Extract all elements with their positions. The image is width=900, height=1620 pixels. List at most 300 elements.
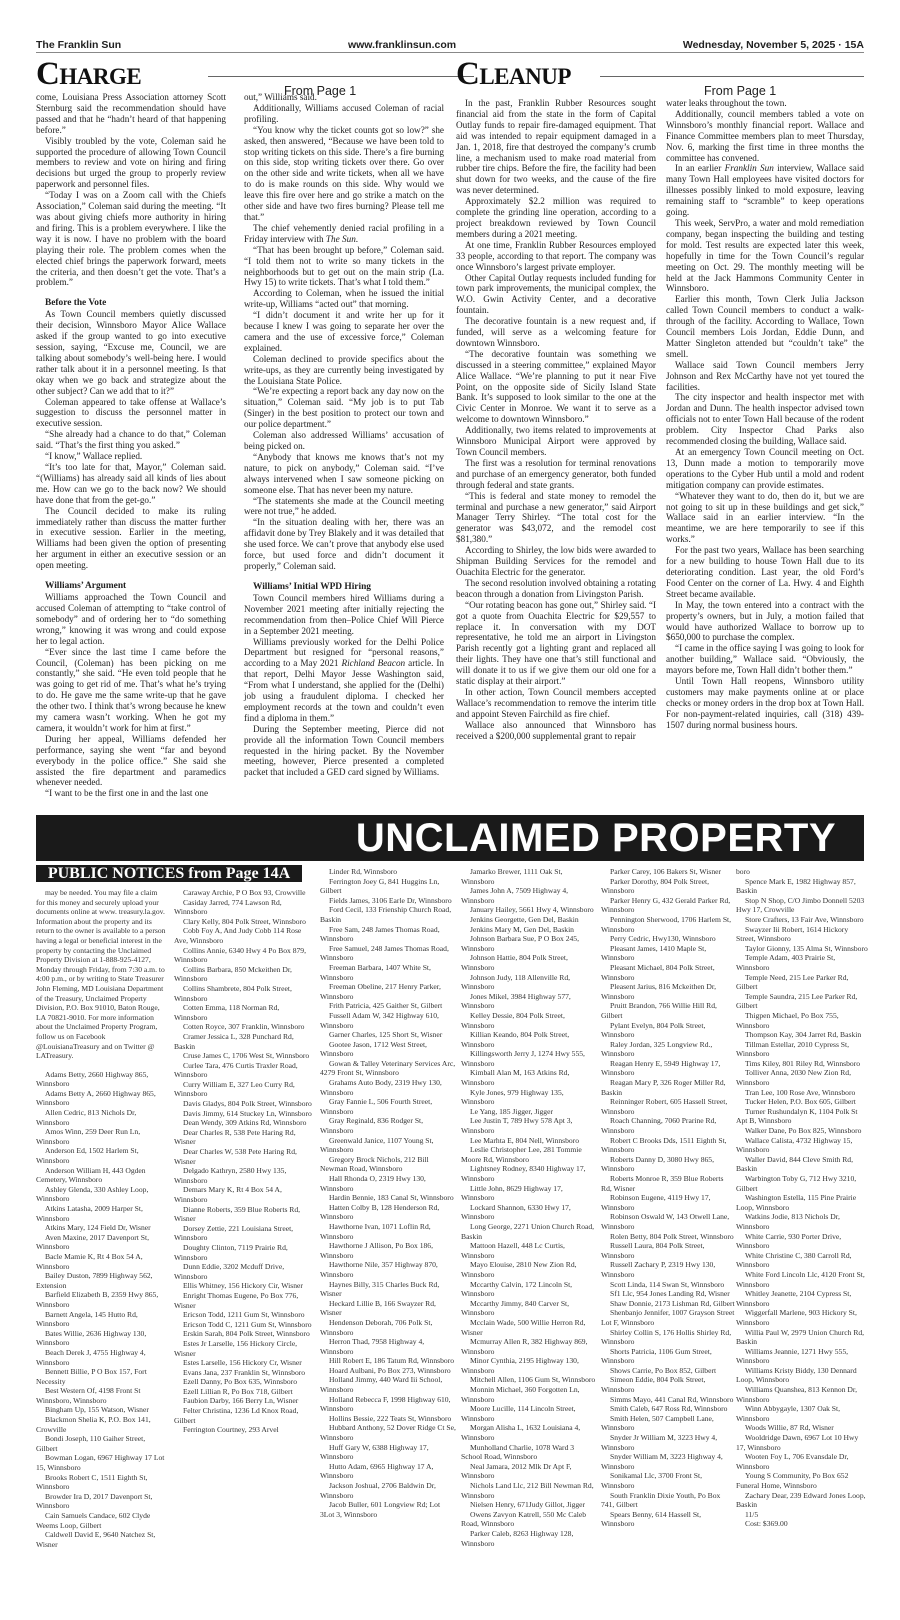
notice-entry: Grahams Auto Body, 2319 Hwy 130, Winnsboro <box>320 1078 442 1097</box>
notice-entry: Le Yang, 185 Jigger, Jigger <box>470 1106 554 1116</box>
paragraph: Additionally, two items related to improvements at Winnsboro Municipal Airport were approved by Town Council members. <box>456 425 656 457</box>
notice-entry: Jacob Buller, 601 Longview Rd; Lot 3Lot 3, Winnsboro <box>320 1500 441 1519</box>
paragraph: During the September meeting, Pierce did not provide all the information Town Council members requested in the hiring packet. By the November meeting, however, Pierce presented a completed packet that included a GED card signed by Williams. <box>244 723 444 778</box>
notice-entry: Hill Robert E, 186 Tatum Rd, Winnsboro <box>329 1356 455 1366</box>
notice-entry: Davis Gladys, 804 Polk Street, Winnsboro <box>183 1099 312 1109</box>
notice-entry: Aven Maxine, 2017 Davenport St, Winnsboro <box>36 1232 150 1252</box>
notice-entry: Atkins Latasha, 2009 Harper St, Winnsboro <box>36 1204 143 1223</box>
notice-entry: Clary Kelly, 804 Polk Street, Winnsboro <box>183 916 306 926</box>
notice-entry: Free Samuel, 248 James Thomas Road, Winnsboro <box>320 943 449 963</box>
notice-entry: Herron Thad, 7958 Highway 4, Winnsboro <box>320 1337 425 1356</box>
notice-entry: Garner Charles, 125 Short St, Wisner <box>329 1030 443 1040</box>
notice-entry: Whitley Jeanette, 2104 Cypress St, Winnsboro <box>736 1289 852 1308</box>
notice-entry: Ellis Whitney, 156 Hickory Cir, Wisner <box>183 1281 303 1291</box>
paragraph: Other Capital Outlay requests included funding for town park improvements, the municipal complex, the W.O. Gwin Activity Center, and a decorative fountain. <box>456 272 656 316</box>
notice-entry: Williams Jeannie, 1271 Hwy 555, Winnsboro <box>736 1346 849 1366</box>
notice-entry: Roberts Danny D, 3080 Hwy 865, Winnsboro <box>601 1154 714 1174</box>
notice-entry: Reinninger Robert, 605 Hassell Street, Winnsboro <box>601 1097 728 1116</box>
paragraph: As Town Council members quietly discussed their decision, Winnsboro Mayor Alice Wallace asked if the group wanted to go into executive session, saying, “Excuse me, Council, we are talking about somebody’s well-being here. I would rather talk about it in a personnel meeting. Is that okay when we go back and strategize about the other subject? Can we add that to it?” <box>36 309 226 396</box>
notice-entry: Morgan Alisha L, 1632 Louisiana 4, Winnsboro <box>461 1423 581 1443</box>
notice-entry: Bowman Logan, 6967 Highway 17 Lot 15, Winnsboro <box>36 1453 165 1473</box>
notice-entry: Gowan & Talley Veterinary Services Arc, 4279 Front St, Winnsboro <box>320 1058 456 1078</box>
notice-entry: Bates Willie, 2636 Highway 130, Winnsboro <box>36 1328 147 1348</box>
notice-entry: Erskin Sarah, 804 Polk Street, Winnsboro <box>183 1329 310 1339</box>
notice-entry: Bennett Billie, P O Box 157, Fort Necessity <box>36 1367 147 1386</box>
notice-entry: Cobb Foy A, And Judy Cobb 114 Rose Ave, Winnsboro <box>174 926 302 945</box>
notice-entry: Killian Keando, 804 Polk Street, Winnsboro <box>461 1030 570 1049</box>
notice-entry: Temple Saundra, 215 Lee Parker Rd, Gilbert <box>736 991 858 1011</box>
cleanup-column-2 <box>666 98 864 731</box>
notices-column-4 <box>461 867 597 1548</box>
notice-entry: Tran Lee, 100 Rose Ave, Winnsboro <box>745 1087 856 1097</box>
notice-entry: Gray Fannie L, 506 Fourth Street, Winnsboro <box>320 1097 433 1116</box>
notice-entry: Linder Rd, Winnsboro <box>329 867 398 876</box>
notice-entry: Curry William E, 327 Leo Curry Rd, Winnsboro <box>174 1079 295 1099</box>
notice-entry: Johnson Barbara Sue, P O Box 245, Winnsboro <box>461 934 579 953</box>
notice-entry: Mayo Elouise, 2810 New Zion Rd, Winnsboro <box>461 1260 577 1279</box>
notice-entry: Russell Laura, 804 Polk Street, Winnsboro <box>601 1241 705 1260</box>
text-run: The chief vehemently denied racial profiling in a Friday interview with <box>244 222 444 244</box>
notice-entry: Swayzer Iii Robert, 1614 Hickory Street, Winnsboro <box>736 924 849 944</box>
cleanup-from-page: From Page 1 <box>704 84 777 98</box>
notice-entry: Russell Zachary P, 2319 Hwy 130, Winnsboro <box>601 1260 716 1279</box>
date-page: Wednesday, November 5, 2025 · 15A <box>682 39 864 51</box>
notice-entry: Monnin Michael, 360 Forgotten Ln, Winnsboro <box>461 1385 580 1404</box>
notice-intro: may be needed. You may file a claim for this money and securely upload your documents online at www. treasury.la.gov. Information about the property and its return to the owner is available to a person having a legal or beneficial interest in the property by contacting the Unclaimed Property Division at 1-888-925-4127, Monday through Friday, from 7:30 a.m. to 4:00 p.m., or by writing to State Treasurer John Fleming, MD Louisiana Department of the Treasury, Unclaimed Property Division, P.O. Box 91010, Baton Rouge, LA 70821-9010. For more information about the Unclaimed Property Program, follow us on Facebook @LouisianaTreasury and on Twitter @ LATreasury. <box>36 888 166 1061</box>
notice-entry: Atkins Mary, 124 Field Dr, Wisner <box>45 1223 151 1233</box>
notice-entry: Willia Paul W, 2979 Union Church Rd, Baskin <box>736 1327 865 1347</box>
notice-entry: South Franklin Dixie Youth, Po Box 741, Gilbert <box>601 1490 721 1510</box>
charge-column-2 <box>244 92 444 778</box>
notice-entry: Collins Barbara, 850 Mckeithen Dr, Winnsboro <box>174 964 292 984</box>
notice-entry: Spence Mark E, 1982 Highway 857, Baskin <box>736 876 856 896</box>
notice-entry: Waller David, 844 Cleve Smith Rd, Baskin <box>736 1154 854 1174</box>
notice-entry: White Carrie, 930 Porter Drive, Winnsboro <box>736 1231 842 1251</box>
notice-entry: Tims Kiley, 801 Riley Rd, Winnsboro <box>745 1058 861 1068</box>
paragraph: “I didn’t document it and write her up for it because I knew I was going to separate her over the camera and the use of excessive force,” Coleman explained. <box>244 310 444 353</box>
notice-entry: Jenkins Georgette, Gen Del, Baskin <box>470 914 579 924</box>
notice-entry: Rolen Betty, 804 Polk Street, Winnsboro <box>610 1231 734 1241</box>
paragraph: Town Council members hired Williams during a November 2021 meeting after initially rejecting the recommendation from then–Police Chief Will Pierce in a September 2021 meeting. <box>244 592 444 636</box>
notice-entry: White Ford Lincoln Llc, 4120 Front St, Winnsboro <box>736 1269 865 1289</box>
notice-entry: Fields James, 3106 Earle Dr, Winnsboro <box>329 895 452 905</box>
text-run: article. In that report, Delhi Mayor Jesse Washington said, “From what I understand, she applied for the (Delhi) job using a fraudulent diploma. I checked her employment records at the town and couldn’t even find a diploma in them.” <box>244 658 444 723</box>
notice-entries <box>174 888 314 1435</box>
paragraph: Williams approached the Town Council and accused Coleman of attempting to “take control of somebody” and of ordering her to “do something wrong,” knowing it was wrong and could expose her to legal action. <box>36 592 226 646</box>
notices-column-5 <box>601 867 735 1529</box>
notice-entry: Walker Dane, Po Box 825, Winnsboro <box>745 1126 862 1136</box>
notice-entry: Hardin Bennie, 183 Canal St, Winnsboro <box>329 1193 454 1203</box>
notice-entry: Reagan Henry E, 5949 Highway 17, Winnsboro <box>601 1058 721 1078</box>
paragraph: “Whatever they want to do, then do it, but we are not going to sit up in these buildings and get sick,” Wallace said in an earlier interview. “In the meantime, we are here temporarily to see if this works.” <box>666 490 864 545</box>
notice-entry: Cramer Jessica L, 328 Punchard Rd, Baskin <box>174 1031 294 1051</box>
paragraph: “The statements she made at the Council meeting were not true,” he added. <box>244 495 444 517</box>
notice-entry: Jenkins Mary M, Gen Del, Baskin <box>470 924 574 934</box>
notice-entry: Lee Marhta E, 804 Nell, Winnsboro <box>470 1135 580 1145</box>
notice-entries <box>36 1070 168 1550</box>
notice-entry: Ezell Lillian R, Po Box 718, Gilbert <box>183 1386 293 1396</box>
notice-entry: Freeman Obeline, 217 Henry Parker, Winnsboro <box>320 982 441 1001</box>
notice-entry: Mccarthy Calvin, 172 Lincoln St, Winnsboro <box>461 1279 573 1299</box>
paragraph: For the past two years, Wallace has been searching for a new building to house Town Hall due to its deteriorating condition. Last year, the old Ford’s Food Center on the corner of La. Hwy. 4 and Eighth Street became available. <box>666 545 864 599</box>
notice-entry: Hubbard Anthony, 52 Dover Ridge Ct Se, Winnsboro <box>320 1423 456 1443</box>
notice-entry: Kimball Alan M, 163 Atkins Rd, Winnsboro <box>461 1068 570 1088</box>
italic-publication: Franklin Sun <box>724 163 774 174</box>
paragraph: “I know,” Wallace replied. <box>45 451 143 462</box>
notice-entry: Tolliver Anna, 2030 New Zion Rd, Winnsboro <box>736 1068 851 1088</box>
public-notices-header: PUBLIC NOTICES from Page 14A <box>36 865 302 882</box>
website: www.franklinsun.com <box>347 39 457 51</box>
notice-entry: Snyder Jr William M, 3223 Hwy 4, Winnsboro <box>601 1433 718 1452</box>
notice-entry: Wallace Calista, 4732 Highway 15, Winnsboro <box>736 1135 853 1155</box>
notice-entry: Evans Jana, 237 Franklin St, Winnsboro <box>183 1367 306 1377</box>
notice-entry: Allen Cedric, 813 Nichols Dr, Winnsboro <box>36 1108 137 1127</box>
paragraph: The second resolution involved obtaining a rotating beacon through a donation from Livingston Parish. <box>456 577 656 599</box>
notice-entry: Woods Willie, 87 Rd, Wisner <box>745 1423 834 1433</box>
paragraph: come, Louisiana Press Association attorney Scott Sternburg said the recommendation should have passed and that he “hadn’t heard of that happening before.” <box>36 92 226 135</box>
notices-column-1 <box>36 888 168 1549</box>
notice-entry: Pleasent Jarius, 816 Mckeithen Dr, Winnsboro <box>601 982 716 1001</box>
paragraph: Coleman also addressed Williams’ accusation of being picked on. <box>244 430 444 451</box>
notice-entry: Pylant Evelyn, 804 Polk Street, Winnsboro <box>601 1020 706 1040</box>
paragraph: “I want to be the first one in and the last one <box>45 788 209 799</box>
charge-column-1 <box>36 92 226 799</box>
notice-entry: Perry Cedric, Hwy130, Winnsboro <box>610 934 716 944</box>
notice-entry: Thigpen Michael, Po Box 755, Winnsboro <box>736 1010 839 1030</box>
unclaimed-property-banner: UNCLAIMED PROPERTY <box>36 815 864 861</box>
notice-entry: Shirley Collin S, 176 Hollis Shirley Rd, Winnsboro <box>601 1327 732 1347</box>
notice-entries <box>601 867 735 1529</box>
notice-entry: Reagan Mary P, 326 Roger Miller Rd, Baskin <box>601 1078 726 1097</box>
paragraph: At an emergency Town Council meeting on Oct. 13, Dunn made a motion to temporarily move operations to the Cyber Hub until a mold and rodent mitigation company can provide estimates. <box>666 447 864 490</box>
cleanup-column-1 <box>456 98 656 741</box>
paragraph: Additionally, council members tabled a vote on Winnsboro’s monthly financial report. Wallace and Finance Committee members plan to meet Thursday, Nov. 6, marking the first time in three months the committee has convened. <box>666 108 864 163</box>
notice-entry: Browder Ira D, 2017 Davenport St, Winnsboro <box>36 1491 153 1511</box>
notice-entry: Minor Cynthia, 2195 Highway 130, Winnsboro <box>461 1356 579 1375</box>
notice-entry: Spears Benny, 614 Hassell St, Winnsboro <box>601 1509 702 1529</box>
notice-entry: Gray Reginald, 836 Rodger St, Winnsboro <box>320 1116 424 1136</box>
notice-entry: Doughty Clinton, 7119 Prairie Rd, Winnsboro <box>174 1242 288 1262</box>
notice-entry: Taylor Gionny, 135 Alma St, Winnsboro <box>745 943 868 953</box>
notice-entry: Amos Winn, 259 Deer Run Ln, Winnsboro <box>36 1127 141 1146</box>
notice-entry: Sf1 Llc, 954 Jones Landing Rd, Wisner <box>610 1289 730 1299</box>
paragraph: “In the situation dealing with her, there was an affidavit done by Trey Blakely and it was detailed that she used force. We can’t prove that anybody else used force, but used force and didn’t document it properly,” Coleman said. <box>244 517 444 571</box>
notice-entry: Dorsey Zettie, 221 Louisiana Street, Winnsboro <box>174 1223 294 1243</box>
paragraph: “I came in the office saying I was going to look for another building,” Wallace said. “Obviously, the mayors before me, Town Hall didn’t bother them.” <box>666 643 864 676</box>
italic-publication: Richland Beacon <box>341 658 406 669</box>
paragraph: “The decorative fountain was something we discussed in a steering committee,” explained Mayor Alice Wallace. “We’re planning to put it near Five Point, on the opposite side of Sicily Island State Bank. It’s supposed to look similar to the one at the Civic Center in Monroe. We want it to serve as a welcome to downtown Winnsboro.” <box>456 348 656 425</box>
notice-entry: Best Western Of, 4198 Front St Winnsboro, Winnsboro <box>36 1386 141 1405</box>
notice-entry: Hatten Colby B, 128 Henderson Rd, Winnsboro <box>320 1202 440 1222</box>
notice-entry: Moore Lucille, 114 Lincoln Street, Winnsboro <box>461 1404 576 1423</box>
notice-entry: Shenbanjo Jennifer, 1007 Grayson Street Lot F, Winnsboro <box>601 1308 735 1327</box>
notice-entry: Pleasant Michael, 804 Polk Street, Winnsboro <box>601 962 715 982</box>
notice-entry: Turner Rushundalyn K, 1104 Polk St Apt B, Winnsboro <box>736 1106 858 1126</box>
notice-entry: Anderson Ed, 1502 Harlem St, Winnsboro <box>36 1146 139 1166</box>
notice-entry: Parker Carey, 106 Bakers St, Wisner <box>610 867 722 876</box>
notice-entry: Tillman Estellar, 2010 Cypress St, Winnsboro <box>736 1039 850 1059</box>
notice-entry: Delgado Kathryn, 2580 Hwy 135, Winnsboro <box>174 1166 287 1185</box>
notice-entry: Mcclain Wade, 500 Willie Herron Rd, Wisner <box>461 1317 586 1337</box>
notice-entry: Watkins Jodie, 813 Nichols Dr, Winnsboro <box>736 1212 840 1231</box>
notice-entry: Mattoon Hazell, 448 Lc Curtis, Winnsboro <box>461 1241 565 1260</box>
paragraph: At one time, Franklin Rubber Resources employed 33 people, according to that report. The company was once Winnsboro’s largest private employer. <box>456 239 656 272</box>
subhead-williams-argument: Williams’ Argument <box>45 581 127 592</box>
notice-entry: Winn Abbygayle, 1307 Oak St, Winnsboro <box>736 1404 841 1423</box>
notice-entry: Owens Zavyon Katrell, 550 Mc Caleb Road, Winnsboro <box>461 1509 586 1529</box>
notice-entry: Bacle Mamie K, Rt 4 Box 54 A, Winnsboro <box>36 1251 143 1271</box>
notice-entry: Hawthorne Nile, 357 Highway 870, Winnsboro <box>320 1260 438 1279</box>
notice-entry: Ericson Todd C, 1211 Gum St, Winnsboro <box>183 1319 312 1329</box>
subhead-before-the-vote: Before the Vote <box>45 298 107 309</box>
notice-entries <box>736 877 868 1510</box>
notice-entry: Jackson Joshual, 2706 Baldwin Dr, Winnsboro <box>320 1481 436 1500</box>
notice-entry: Williams Kristy Biddy, 130 Dennard Loop, Winnsboro <box>736 1365 857 1385</box>
notices-column-3 <box>320 867 456 1519</box>
notice-entry: Lockard Shannon, 6330 Hwy 17, Winnsboro <box>461 1202 571 1222</box>
paragraph: Approximately $2.2 million was required to complete the grinding line operation, according to a project breakdown reviewed by Town Council members during a 2021 meeting. <box>456 196 656 239</box>
notice-entry: Holland Jimmy, 440 Ward Iii School, Winnsboro <box>320 1375 443 1395</box>
paragraph: The city inspector and health inspector met with Jordan and Dunn. The health inspector advised town officials not to enter Town Hall because of the rodent problem. City Inspector Chad Parks also recommended closing the building, Wallace said. <box>666 392 864 447</box>
paragraph: In other action, Town Council members accepted Wallace’s recommendation to remove the interim title and appoint Steven Fairchild as fire chief. <box>456 686 656 719</box>
notice-entry: Hendenson Deborah, 706 Polk St, Winnsboro <box>320 1317 433 1337</box>
notice-entry: Robert C Brooks Dds, 1511 Eighth St, Winnsboro <box>601 1135 727 1155</box>
masthead-rule <box>36 52 864 53</box>
notice-entry: Thompson Kay, 304 Jarret Rd, Baskin <box>745 1030 862 1040</box>
notice-entry: Smith Helen, 507 Campbell Lane, Winnsboro <box>601 1413 714 1433</box>
notice-entry: Adams Betty, 2660 Highway 865, Winnsboro <box>36 1069 149 1089</box>
notice-entry: Cain Samuels Candace, 602 Clyde Weems Loop, Gilbert <box>36 1511 151 1530</box>
paragraph: The decorative fountain is a new request and, if funded, will serve as a welcoming feature for downtown Winnsboro. <box>456 316 656 348</box>
run-date: 11/5 <box>745 1509 759 1519</box>
notice-entry: White Christine C, 380 Carroll Rd, Winnsboro <box>736 1250 852 1270</box>
paragraph: The first was a resolution for terminal renovations and purchase of an emergency generator, both funded through federal and state grants. <box>456 457 656 490</box>
notice-entry: Nielsen Henry, 671Judy Gillot, Jigger <box>470 1500 586 1510</box>
notice-entry: Temple Adam, 403 Prairie St, Winnsboro <box>736 953 836 972</box>
paragraph: This week, ServPro, a water and mold remediation company, began inspecting the building and testing for mold. Test results are expected later this week, hopefully in time for the Town Council’s regular meeting on Oct. 29. The monthly meeting will be held at the Jack Hammons Community Center in Winnsboro. <box>666 217 864 294</box>
notice-entry: Adams Betty A, 2660 Highway 865, Winnsboro <box>36 1088 156 1108</box>
paragraph: According to Shirley, the low bids were awarded to Shipman Building Services for the remodel and Ouachita Electric for the generator. <box>456 545 656 577</box>
cleanup-slug-rule <box>600 76 864 77</box>
paragraph: water leaks throughout the town. <box>666 98 787 108</box>
notice-entry: Johnson Judy, 118 Allenville Rd, Winnsboro <box>461 972 571 992</box>
paragraph <box>244 637 444 724</box>
notice-entry: Store Crafters, 13 Fair Ave, Winnsboro <box>745 914 864 924</box>
text-run: Williams previously worked for the Delhi Police Department but resigned for “personal reasons,” according to a May 2021 <box>244 636 444 669</box>
notice-entry: Shaw Donnie, 2173 Lishman Rd, Gilbert <box>610 1298 735 1308</box>
notice-entries <box>461 867 597 1548</box>
notice-entry: Casiday Jarred, 774 Lawson Rd, Winnsboro <box>174 897 282 917</box>
notice-entry: Collins Shambrete, 804 Polk Street, Winnsboro <box>174 983 292 1003</box>
notices-column-2 <box>174 888 314 1435</box>
notice-entry: Sonikamal Llc, 3700 Front St, Winnsboro <box>601 1471 702 1490</box>
notice-entry: Enright Thomas Eugene, Po Box 776, Wisner <box>174 1290 299 1310</box>
notice-entry: Ferrington Joey G, 841 Huggins Ln, Gilbert <box>320 876 440 896</box>
paragraph: Wallace also announced that Winnsboro has received a $200,000 supplemental grant to repair <box>456 719 656 741</box>
notice-entry: Stop N Shop, C/O Jimbo Donnell 5203 Hwy 17, Crowville <box>736 895 865 915</box>
paragraph: The Council decided to make its ruling immediately rather than discuss the matter further in executive session. Earlier in the meeting, Williams had been given the option of presenting her argument in either an executive session or an open meeting. <box>36 505 226 571</box>
notice-entry: Brooks Robert C, 1511 Eighth St, Winnsboro <box>36 1472 148 1492</box>
notices-column-6 <box>736 867 868 1529</box>
notice-entry: Dear Charles W, 538 Pete Haring Rd, Wisner <box>174 1147 297 1166</box>
paragraph: “This is federal and state money to remodel the terminal and purchase a new generator,” said Airport Manager Terry Shirley. “The total cost for the generator was $43,072, and the remodel cost $81,380.” <box>456 490 656 545</box>
notice-entry: Barnett Angela, 145 Hutto Rd, Winnsboro <box>36 1309 138 1329</box>
paragraph: Wallace said Town Council members Jerry Johnson and Rex McCarthy have not yet toured the facilities. <box>666 359 864 392</box>
paragraph: “Ever since the last time I came before the Council, (Coleman) has been picking on me constantly,” she said. “He even told people that he was going to get rid of me. That’s what he’s trying to do. He gave me the same write-up that he gave the other two. I think that’s wrong because he knew my camera wasn’t working. When he got my camera, it wouldn’t work for him at first.” <box>36 646 226 733</box>
notice-entry: Demars Mary K, Rt 4 Box 54 A, Winnsboro <box>174 1185 282 1204</box>
notice-entry: Fussell Adam W, 342 Highway 610, Winnsboro <box>320 1010 439 1030</box>
notice-entry: Temple Need, 215 Lee Parker Rd, Gilbert <box>736 972 849 992</box>
notice-entry: Leslie Christopher Lee, 281 Tommie Moore Rd, Winnsboro <box>461 1145 582 1164</box>
notice-entry: Estes Jr Larselle, 156 Hickory Circle, Wisner <box>174 1338 298 1358</box>
notice-entry: Little John, 8629 Highway 17, Winnsboro <box>461 1183 563 1203</box>
notice-entry: Lightsney Rodney, 8340 Highway 17, Winnsboro <box>461 1164 586 1183</box>
notice-entry: Collins Annie, 6340 Hwy 4 Po Box 879, Winnsboro <box>174 945 306 965</box>
paragraph: During her appeal, Williams defended her performance, saying she went “far and beyond everybody in the police office.” She said she assisted the fire department and paramedics whenever needed. <box>36 733 226 788</box>
notice-entry: Hollins Bessie, 222 Teats St, Winnsboro <box>329 1413 452 1423</box>
notice-entry: Dunn Eddie, 3202 Mcduff Drive, Winnsboro <box>174 1262 285 1281</box>
paragraph: “That has been brought up before,” Coleman said. “I told them not to write so many tickets in the neighborhoods but to get out on the main strip (La. Hwy 15) to write tickets. That’s what I told them.” <box>244 244 444 288</box>
notice-entry: Robinson Eugene, 4119 Hwy 17, Winnsboro <box>601 1193 711 1212</box>
notice-entry: James John A, 7509 Highway 4, Winnsboro <box>461 886 569 905</box>
paragraph: “It’s too late for that, Mayor,” Coleman said. “(Williams) has already said all kinds of lies about me. How can we go to the back now? We should have done that from the get-go.” <box>36 462 226 505</box>
notice-entry: Parker Henry G, 432 Gerald Parker Rd, Winnsboro <box>601 895 731 915</box>
notice-entry: Bondi Joseph, 110 Gaiher Street, Gilbert <box>36 1434 146 1453</box>
notice-entry: Lee Justin T, 789 Hwy 578 Apt 3, Winnsboro <box>461 1116 573 1136</box>
cleanup-slug: Cleanup <box>456 56 571 92</box>
paragraph: “She already had a chance to do that,” Coleman said. “That’s the first thing you asked.” <box>36 429 226 451</box>
notice-entry: Washington Estella, 115 Pine Prairie Loop, Winnsboro <box>736 1193 857 1212</box>
notice-entry: Mitchell Allen, 1106 Gum St, Winnsboro <box>470 1375 596 1385</box>
notice-entry: Pruitt Brandon, 766 Willie Hill Rd, Gilbert <box>601 1001 717 1020</box>
notice-entry: Dean Wendy, 309 Atkins Rd, Winnsboro <box>183 1118 307 1128</box>
notice-entry: Dear Charles R, 538 Pete Haring Rd, Wisner <box>174 1127 296 1147</box>
notice-entry: Bailey Duston, 7899 Highway 562, Extension <box>36 1271 153 1290</box>
notice-entry: Free Sam, 248 James Thomas Road, Winnsboro <box>320 924 440 944</box>
notice-entry: Hoard Aulbani, Po Box 273, Winnsboro <box>329 1365 451 1375</box>
notice-entry: Williams Quanshea, 813 Kennon Dr, Winnsboro <box>736 1385 858 1404</box>
notice-entry: Killingsworth Jerry J, 1274 Hwy 555, Winnsboro <box>461 1049 585 1068</box>
notice-entry: Ashley Glenda, 330 Ashley Loop, Winnsboro <box>36 1184 149 1204</box>
notice-entries <box>320 867 456 1519</box>
text-run: In an earlier <box>675 163 725 174</box>
notice-entry: Pleasant James, 1410 Maple St, Winnsboro <box>601 943 707 963</box>
notice-entry: Roach Channing, 7060 Prarine Rd, Winnsboro <box>601 1116 717 1136</box>
notice-entry: Warbington Toby G, 712 Hwy 3210, Gilbert <box>736 1174 857 1193</box>
notice-entry: Snyder William M, 3223 Highway 4, Winnsboro <box>601 1452 723 1471</box>
notice-entry: Shows Carrie, Po Box 852, Gilbert <box>610 1365 717 1375</box>
notice-entry: Anderson William H, 443 Ogden Cemetery, Winnsboro <box>36 1165 146 1185</box>
notice-entry: Frith Patricia, 425 Gaither St, Gilbert <box>329 1001 443 1011</box>
paragraph: According to Coleman, when he issued the initial write-up, Williams “acted out” that morning. <box>244 288 444 310</box>
paragraph: In the past, Franklin Rubber Resources sought financial aid from the state in the form of Capital Outlay funds to repair fire-damaged equipment. That aid was intended to repair equipment damaged in a Jan. 1, 2018, fire that destroyed the company’s crumb line, a mechanism used to make road material from rubber tire chips. Before the fire, the facility had been shut down for two weeks, and the cause of the fire was never determined. <box>456 98 656 196</box>
notice-entry: Smith Caleb, 647 Ross Rd, Winnsboro <box>610 1404 728 1414</box>
notice-entry: Roberts Monroe R, 359 Blue Roberts Rd, Wisner <box>601 1174 724 1193</box>
paragraph: “Today I was on a Zoom call with the Chiefs Association,” Coleman said during the meeting. “It was about giving chiefs more authority in hiring and firing. This is a problem everywhere. I like the way it is now. I have no problem with the board playing their role. The problem comes when the elected chief brings the paperwork forward, meets the criteria, and then doesn’t get the vote. That’s a problem.” <box>36 190 226 288</box>
notice-entry: Raley Jordan, 325 Longview Rd., Winnsboro <box>601 1039 713 1059</box>
notice-entry: Bingham Up, 155 Watson, Wisner <box>45 1405 149 1415</box>
notice-entry: Gootee Jason, 1712 West Street, Winnsboro <box>320 1039 427 1059</box>
notice-entry: Hall Rhonda O, 2319 Hwy 130, Winnsboro <box>320 1174 426 1193</box>
notice-entry: Tucker Helen, P.O. Box 605, Gilbert <box>745 1097 856 1107</box>
notice-entry: Estes Larselle, 156 Hickory Cr, Wisner <box>183 1358 302 1368</box>
notice-entry: Hutto Adam, 6965 Highway 17 A, Winnsboro <box>320 1461 434 1481</box>
notice-entry: Felter Christina, 1236 Ld Knox Road, Gilbert <box>174 1406 299 1425</box>
notice-entry: Zachary Dear, 239 Edward Jones Loop, Baskin <box>736 1490 866 1510</box>
notice-entry: Scott Linda, 114 Swan St, Winnsboro <box>610 1279 725 1289</box>
paragraph: In May, the town entered into a contract with the property’s owners, but in July, a motion failed that would have authorized Wallace to borrow up to $650,000 to purchase the complex. <box>666 599 864 643</box>
notice-entry: Simms Mayo, 441 Canal Rd, Winnsboro <box>610 1394 734 1404</box>
notice-entry: Holland Rebecca F, 1998 Highway 610, Winnsboro <box>320 1394 451 1414</box>
notice-entry: Ericson Todd, 1211 Gum St, Winnsboro <box>183 1310 305 1320</box>
notice-entry: Wiggerfall Marlene, 903 Hickory St, Winnsboro <box>736 1308 857 1327</box>
notice-entry: Caraway Archie, P O Box 93, Crowville <box>183 888 306 897</box>
paragraph: “You know why the ticket counts got so low?” she asked, then answered, “Because we have been told to stop writing tickets on this side. There’s a fire burning on this side, stop writing tickets over there. Go over on the other side and write tickets, when all we have to do is make rounds on this side. Why would we leave this fire over here and go strike a match on the other side and have two fires burning? Please tell me that.” <box>244 124 444 222</box>
notice-entry: Heckard Lillie B, 166 Swayzer Rd, Wisner <box>320 1298 436 1318</box>
paragraph: “Anybody that knows me knows that’s not my nature, to pick on anybody,” Coleman said. “I’ve always intervened when I saw someone picking on someone else. That has never been my nature. <box>244 451 444 495</box>
paragraph: “Our rotating beacon has gone out,” Shirley said. “I got a quote from Ouachita Electric for $29,557 to replace it. In conversation with my DOT representative, he told me an airport in Livingston Parish recently got a lighting grant and replaced all their lights. They have one that’s still functional and will donate it to us if we give them our old one for a static display at their airport.” <box>456 599 656 687</box>
notice-entry: Cotten Royce, 307 Franklin, Winnsboro <box>183 1022 305 1032</box>
paragraph: Visibly troubled by the vote, Coleman said he supported the procedure of allowing Town Council members to review and vote on hiring and firing decisions but urged the group to properly review paperwork and personnel files. <box>36 135 226 190</box>
notice-entry: Dianne Roberts, 359 Blue Roberts Rd, Wisner <box>174 1204 301 1224</box>
notice-entry: Jones Mikel, 3984 Highway 577, Winnsboro <box>461 991 571 1011</box>
notice-entry: January Hailey, 5661 Hwy 4, Winnsboro <box>470 905 594 915</box>
notice-entry: Parker Dorothy, 804 Polk Street, Winnsboro <box>601 876 710 896</box>
notice-entry: Jamarko Brewer, 1111 Oak St, Winnsboro <box>461 867 563 886</box>
italic-publication: The Sun <box>325 233 356 244</box>
notice-entry: Shorts Patricia, 1106 Gum Street, Winnsboro <box>601 1346 712 1366</box>
notice-entry: Greenwald Janice, 1107 Young St, Winnsboro <box>320 1135 434 1155</box>
charge-slug: Charge <box>36 56 142 92</box>
notice-entry: Neal Jamara, 2012 Mlk Dr Apt F, Winnsboro <box>461 1461 572 1481</box>
notice-entry: Davis Jimmy, 614 Stuckey Ln, Winnsboro <box>183 1108 312 1118</box>
notice-entry: Nichols Land Llc, 212 Bill Newman Rd, Winnsboro <box>461 1481 594 1500</box>
charge-slug-rule <box>208 76 474 77</box>
notice-entry: Barfield Elizabeth B, 2359 Hwy 865, Winnsboro <box>36 1290 159 1309</box>
notice-entry: Cotten Emma, 118 Norman Rd, Winnsboro <box>174 1003 280 1022</box>
notice-entry: Kelley Dessie, 804 Polk Street, Winnsboro <box>461 1010 565 1030</box>
notice-entry: Ferrington Courtney, 293 Arvel <box>183 1425 279 1435</box>
notice-entry: Huff Gary W, 6388 Highway 17, Winnsboro <box>320 1442 429 1462</box>
notice-entry: Johnson Hattie, 804 Polk Street, Winnsboro <box>461 953 568 972</box>
notice-entry: Faubion Darby, 166 Berry Ln, Wisner <box>183 1396 299 1406</box>
notice-entry: Munholland Charlie, 1078 Ward 3 School Road, Winnsboro <box>461 1442 575 1462</box>
paragraph <box>244 223 444 245</box>
charge-from-page: From Page 1 <box>284 84 357 98</box>
subhead-initial-wpd-hiring: Williams’ Initial WPD Hiring <box>253 581 371 592</box>
notice-entry: Simeon Eddie, 804 Polk Street, Winnsboro <box>601 1375 706 1395</box>
notice-entry: Long George, 2271 Union Church Road, Baskin <box>461 1221 595 1241</box>
notice-entry: Beach Derek J, 4755 Highway 4, Winnsboro <box>36 1347 146 1367</box>
notice-entry: Cruse James C, 1706 West St, Winnsboro <box>183 1051 310 1061</box>
text-run: . <box>355 233 359 244</box>
notice-entry: Robinson Oswald W, 143 Otwell Lane, Winnsboro <box>601 1212 730 1231</box>
notice-entry: Curlee Tara, 476 Curtis Traxler Road, Winnsboro <box>174 1060 298 1080</box>
notice-cost: Cost: $369.00 <box>745 1519 788 1529</box>
paragraph: “We’re expecting a report back any day now on the situation,” Coleman said. “My job is to put Tab (Singer) in the best position to protect our town and our police department.” <box>244 386 444 430</box>
notice-entry: Hawthorne Ivan, 1071 Loflin Rd, Winnsboro <box>320 1221 431 1241</box>
notice-entry: Ford Cecil, 133 Frienship Church Road, Baskin <box>320 905 452 924</box>
paragraph: Earlier this month, Town Clerk Julia Jackson called Town Council members to conduct a walk-through of the facility. According to Wallace, Town Council members Lois Jordan, Eddie Dunn, and Matter Singleton attended but “couldn’t take” the smell. <box>666 294 864 359</box>
notice-entry: Young S Community, Po Box 652 Funeral Home, Winnsboro <box>736 1471 849 1490</box>
notice-entry: Kyle Jones, 979 Highway 135, Winnsboro <box>461 1087 564 1107</box>
notice-entry: Mcmurray Allen R, 382 Highway 869, Winnsboro <box>461 1337 588 1356</box>
paragraph: Coleman declined to provide specifics about the write-ups, as they are currently being investigated by the Louisiana State Police. <box>244 353 444 386</box>
paragraph: Until Town Hall reopens, Winnsboro utility customers may make payments online at or place checks or money orders in the drop box at Town Hall. For non-payment-related inquiries, call (318) 439-1507 during normal business hours. <box>666 676 864 730</box>
notice-entry: Mccarthy Jimmy, 840 Carver St, Winnsboro <box>461 1298 570 1318</box>
notice-entry: Hawthorne J Allison, Po Box 186, Winnsboro <box>320 1241 433 1260</box>
paragraph <box>666 163 864 218</box>
